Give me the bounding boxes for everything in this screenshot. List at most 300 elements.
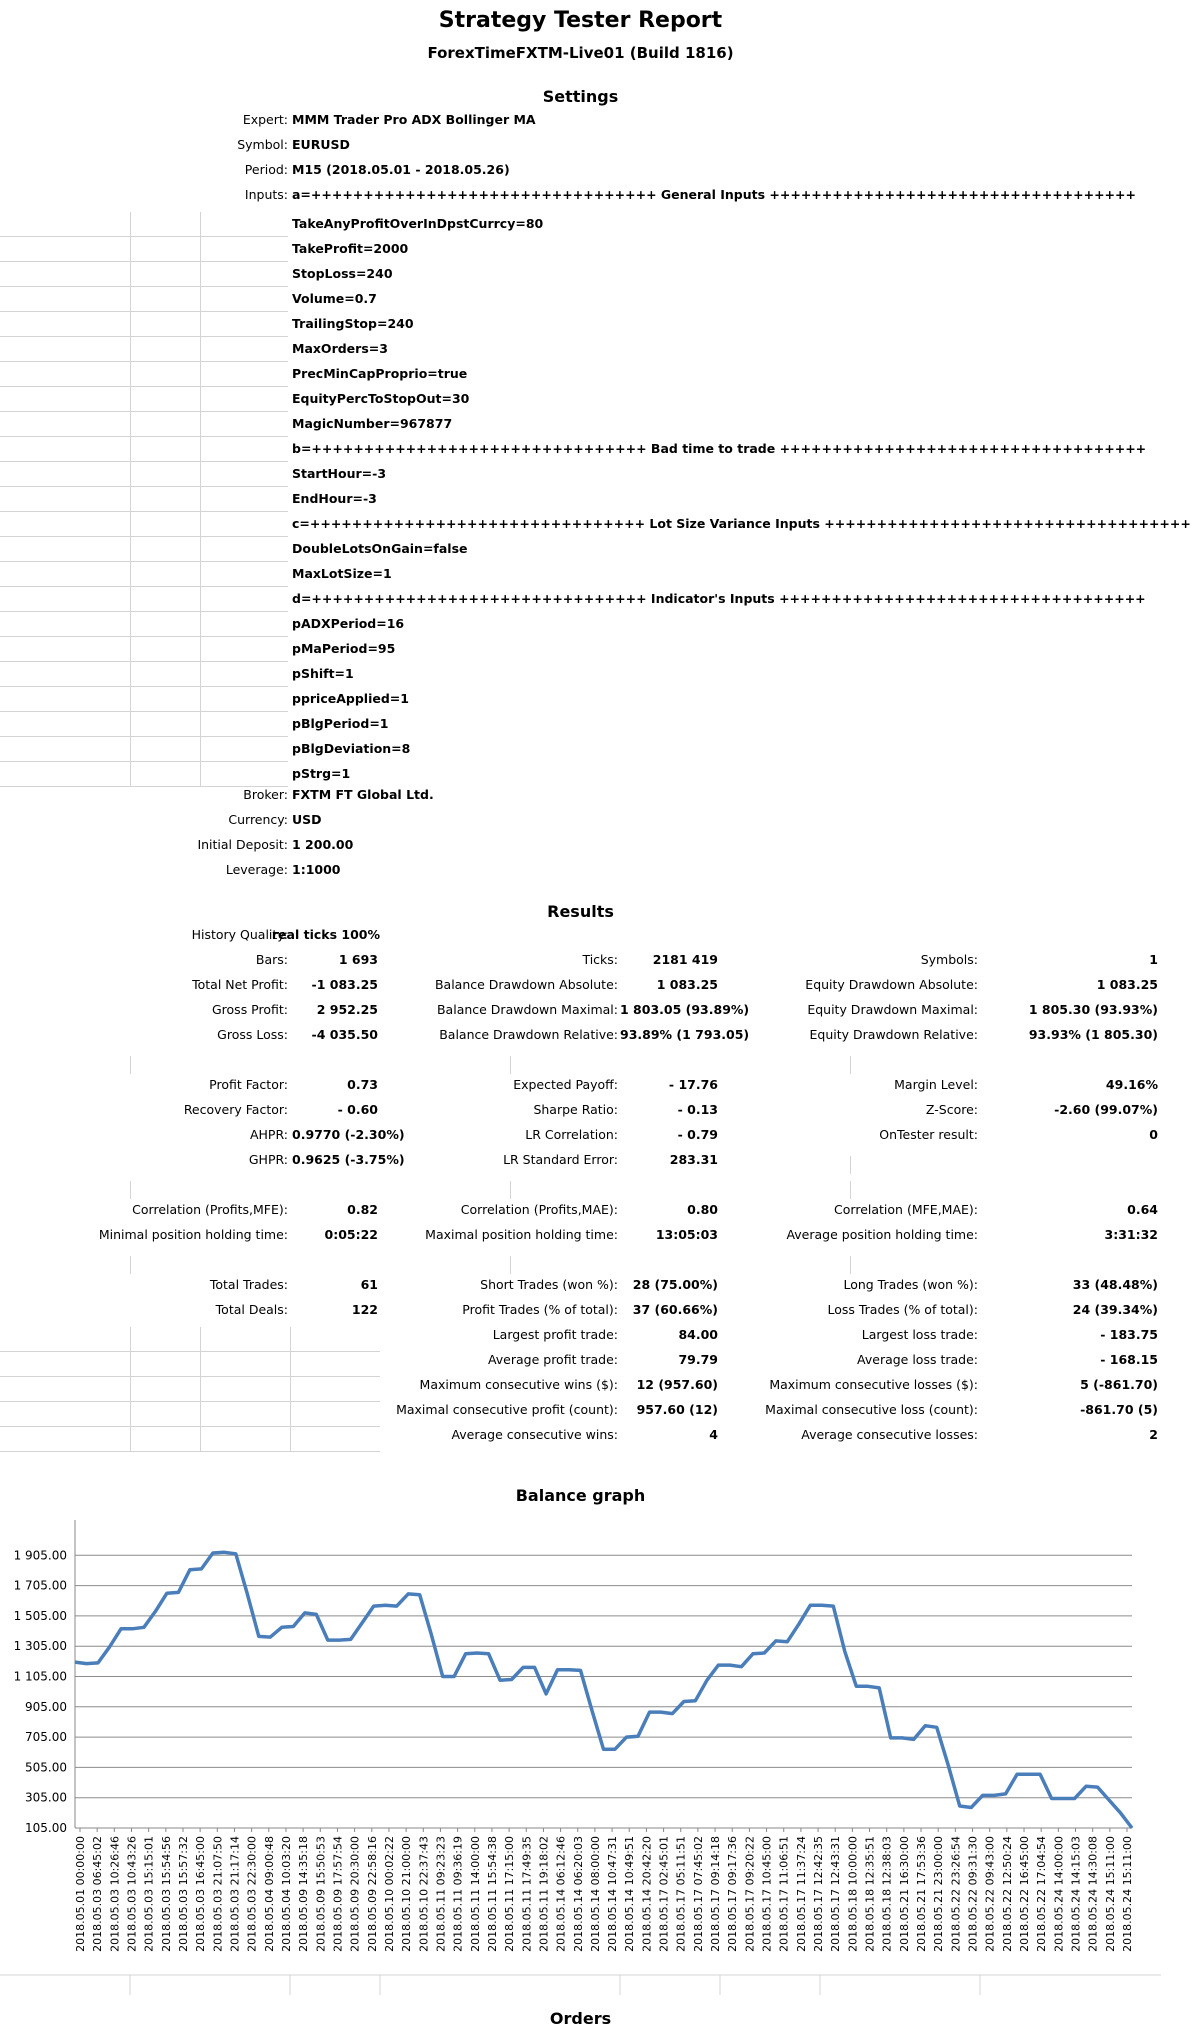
result-value: 3:31:32 [1104,1227,1158,1242]
grid-line [200,587,201,612]
result-label: Z-Score: [925,1102,978,1117]
result-value: 84.00 [678,1327,718,1342]
settings-value: 1 200.00 [292,837,354,852]
settings-heading: Settings [542,87,619,106]
x-tick-label: 2018.05.14 10:49:51 [623,1836,637,1952]
grid-line [0,736,288,737]
grid-line [130,662,131,687]
grid-line [130,537,131,562]
grid-line [200,212,201,237]
result-value: 0.64 [1127,1202,1158,1217]
x-tick-label: 2018.05.04 10:03:20 [279,1836,293,1952]
result-value: 0:05:22 [324,1227,378,1242]
input-parameter: pBlgDeviation=8 [292,741,411,756]
grid-line [130,1181,131,1199]
result-value: - 168.15 [1100,1352,1158,1367]
grid-line [0,511,288,512]
x-tick-label: 2018.05.14 08:00:00 [588,1836,602,1952]
settings-label: Initial Deposit: [197,837,288,852]
result-value: 957.60 (12) [636,1402,718,1417]
grid-line [850,1256,851,1274]
grid-line [130,587,131,612]
x-tick-label: 2018.05.03 15:15:01 [142,1836,156,1952]
result-value: 1 083.25 [1096,977,1158,992]
x-tick-label: 2018.05.17 12:43:31 [829,1836,843,1952]
history-quality-value: 100% real ticks [271,927,380,942]
grid-line [200,1402,201,1427]
report-subtitle: ForexTimeFXTM-Live01 (Build 1816) [427,44,734,62]
x-tick-label: 2018.05.11 17:15:00 [503,1836,517,1952]
input-parameter: pADXPeriod=16 [292,616,405,631]
result-value: 93.93% (1 805.30) [1028,1027,1158,1042]
grid-line [200,737,201,762]
grid-line [130,687,131,712]
y-tick-label: 1 705.00 [13,1578,67,1593]
input-parameter: StopLoss=240 [292,266,393,281]
x-tick-label: 2018.05.17 05:11:51 [674,1836,688,1952]
y-tick-label: 305.00 [25,1790,67,1805]
grid-line [200,662,201,687]
input-parameter: EquityPercToStopOut=30 [292,391,470,406]
grid-line [0,636,288,637]
result-label: Balance Drawdown Relative: [439,1027,618,1042]
grid-line [0,461,288,462]
settings-label: Broker: [243,787,288,802]
x-tick-label: 2018.05.21 16:30:00 [897,1836,911,1952]
input-parameter: b=++++++++++++++++++++++++++++++++ Bad time to trade +++++++++++++++++++++++++++++++++++ [292,441,1147,456]
result-label: Average loss trade: [857,1352,978,1367]
result-value: 5 (-861.70) [1080,1377,1158,1392]
grid-line [130,412,131,437]
grid-line [200,562,201,587]
result-label: Average profit trade: [487,1352,618,1367]
result-label: Recovery Factor: [183,1102,288,1117]
grid-line [0,486,288,487]
grid-line [0,311,288,312]
result-label: Gross Profit: [211,1002,288,1017]
x-tick-label: 2018.05.14 06:20:03 [571,1836,585,1952]
result-label: Balance Drawdown Absolute: [434,977,618,992]
balance-graph-heading: Balance graph [515,1486,646,1505]
grid-line [130,287,131,312]
result-label: LR Standard Error: [503,1152,618,1167]
y-tick-label: 705.00 [25,1730,67,1745]
grid-line [0,336,288,337]
result-label: Balance Drawdown Maximal: [436,1002,618,1017]
x-tick-label: 2018.05.22 23:26:54 [949,1836,963,1952]
result-value: 1 803.05 (93.89%) [620,1002,750,1017]
grid-line [0,586,288,587]
settings-value: USD [292,812,322,827]
input-parameter: c=++++++++++++++++++++++++++++++++ Lot Size Variance Inputs +++++++++++++++++++++++++++++++++++ [292,516,1191,531]
x-tick-label: 2018.05.10 22:37:43 [417,1836,431,1952]
x-tick-label: 2018.05.17 12:42:35 [812,1836,826,1952]
settings-value: M15 (2018.05.01 - 2018.05.26) [292,162,510,177]
x-tick-label: 2018.05.24 14:30:08 [1086,1836,1100,1952]
settings-value: a=+++++++++++++++++++++++++++++++++ General Inputs +++++++++++++++++++++++++++++++++++ [292,187,1136,202]
grid-line [200,462,201,487]
x-tick-label: 2018.05.22 17:04:54 [1035,1836,1049,1952]
grid-line [0,1401,380,1402]
input-parameter: MagicNumber=967877 [292,416,453,431]
result-label: Average position holding time: [786,1227,978,1242]
result-value: 1 693 [338,952,378,967]
result-label: Largest loss trade: [861,1327,978,1342]
settings-label: Inputs: [244,187,288,202]
x-tick-label: 2018.05.11 09:23:23 [434,1836,448,1952]
result-value: 2 952.25 [316,1002,378,1017]
result-value: -1 083.25 [311,977,378,992]
result-label: Equity Drawdown Relative: [809,1027,978,1042]
x-tick-label: 2018.05.18 12:38:03 [880,1836,894,1952]
result-label: AHPR: [249,1127,288,1142]
settings-value: 1:1000 [292,862,341,877]
grid-line [130,1056,131,1074]
grid-line [0,711,288,712]
input-parameter: DoubleLotsOnGain=false [292,541,468,556]
x-tick-label: 2018.05.14 06:12:46 [554,1836,568,1952]
result-label: LR Correlation: [525,1127,618,1142]
x-tick-label: 2018.05.17 09:14:18 [709,1836,723,1952]
grid-line [0,361,288,362]
input-parameter: MaxOrders=3 [292,341,388,356]
x-tick-label: 2018.05.03 22:30:00 [245,1836,259,1952]
x-tick-label: 2018.05.11 19:18:02 [537,1836,551,1952]
x-tick-label: 2018.05.03 06:45:02 [91,1836,105,1952]
input-parameter: pMaPeriod=95 [292,641,396,656]
grid-line [200,612,201,637]
result-label: Maximal consecutive profit (count): [396,1402,618,1417]
grid-line [200,637,201,662]
grid-line [200,262,201,287]
result-value: 0.9770 (-2.30%) [292,1127,405,1142]
settings-label: Currency: [228,812,288,827]
grid-line [130,237,131,262]
input-parameter: Volume=0.7 [292,291,377,306]
grid-line [130,437,131,462]
x-tick-label: 2018.05.17 10:45:00 [760,1836,774,1952]
result-label: Margin Level: [894,1077,978,1092]
grid-line [130,1327,131,1352]
result-label: Maximum consecutive losses ($): [769,1377,978,1392]
x-tick-label: 2018.05.17 11:37:24 [794,1836,808,1952]
result-value: 1 805.30 (93.93%) [1028,1002,1158,1017]
result-value: - 0.79 [677,1127,718,1142]
report-title: Strategy Tester Report [438,8,723,33]
settings-label: Leverage: [225,862,288,877]
grid-line [130,1352,131,1377]
grid-line [290,1402,291,1427]
result-value: 4 [709,1427,718,1442]
grid-line [200,412,201,437]
balance-chart [0,1515,1161,2025]
result-value: 0.80 [687,1202,718,1217]
result-label: Average consecutive losses: [801,1427,978,1442]
result-value: 0.82 [347,1202,378,1217]
grid-line [290,1352,291,1377]
y-tick-label: 1 905.00 [13,1548,67,1563]
results-heading: Results [547,902,614,921]
grid-line [200,512,201,537]
grid-line [850,1156,851,1174]
grid-line [510,1181,511,1199]
result-value: 61 [360,1277,378,1292]
x-tick-label: 2018.05.11 17:49:35 [520,1836,534,1952]
grid-line [130,1427,131,1452]
result-label: Gross Loss: [217,1027,288,1042]
result-label: Ticks: [582,952,618,967]
grid-line [200,537,201,562]
y-tick-label: 1 505.00 [13,1608,67,1623]
x-tick-label: 2018.05.22 09:31:30 [966,1836,980,1952]
grid-line [200,437,201,462]
x-tick-label: 2018.05.03 21:17:14 [228,1836,242,1952]
input-parameter: PrecMinCapProprio=true [292,366,468,381]
grid-line [850,1181,851,1199]
result-label: Largest profit trade: [492,1327,618,1342]
grid-line [130,462,131,487]
x-tick-label: 2018.05.03 10:43:26 [125,1836,139,1952]
grid-line [130,612,131,637]
result-value: 37 (60.66%) [632,1302,718,1317]
x-tick-label: 2018.05.24 15:11:00 [1103,1836,1117,1952]
result-value: 122 [351,1302,378,1317]
grid-line [130,1377,131,1402]
grid-line [130,387,131,412]
grid-line [200,487,201,512]
settings-label: Symbol: [237,137,288,152]
result-label: Correlation (MFE,MAE): [834,1202,978,1217]
grid-line [130,637,131,662]
grid-line [200,1377,201,1402]
result-value: - 183.75 [1100,1327,1158,1342]
result-label: Maximum consecutive wins ($): [419,1377,618,1392]
grid-line [130,712,131,737]
x-tick-label: 2018.05.11 14:00:00 [468,1836,482,1952]
result-label: Equity Drawdown Maximal: [807,1002,978,1017]
result-label: Maximal position holding time: [425,1227,618,1242]
result-value: 0.73 [347,1077,378,1092]
settings-value: EURUSD [292,137,350,152]
result-value: - 0.60 [337,1102,378,1117]
x-tick-label: 2018.05.09 22:58:16 [365,1836,379,1952]
grid-line [130,762,131,787]
result-label: Total Net Profit: [192,977,288,992]
y-tick-label: 905.00 [25,1699,67,1714]
grid-line [200,337,201,362]
grid-line [290,1427,291,1452]
grid-line [850,1056,851,1074]
result-value: -2.60 (99.07%) [1054,1102,1158,1117]
result-value: 0 [1149,1127,1158,1142]
y-tick-label: 1 305.00 [13,1639,67,1654]
grid-line [130,362,131,387]
result-label: Short Trades (won %): [480,1277,618,1292]
grid-line [200,687,201,712]
grid-line [200,237,201,262]
x-tick-label: 2018.05.21 23:00:00 [932,1836,946,1952]
input-parameter: TakeProfit=2000 [292,241,409,256]
result-label: OnTester result: [879,1127,978,1142]
grid-line [200,1327,201,1352]
result-label: Bars: [255,952,288,967]
grid-line [290,1327,291,1352]
x-tick-label: 2018.05.17 09:17:36 [726,1836,740,1952]
x-tick-label: 2018.05.09 17:57:54 [331,1836,345,1952]
result-value: -861.70 (5) [1080,1402,1158,1417]
grid-line [130,512,131,537]
x-tick-label: 2018.05.14 10:47:31 [606,1836,620,1952]
result-label: Profit Trades (% of total): [462,1302,618,1317]
x-tick-label: 2018.05.03 15:57:32 [176,1836,190,1952]
input-parameter: d=++++++++++++++++++++++++++++++++ Indicator's Inputs +++++++++++++++++++++++++++++++++++ [292,591,1146,606]
grid-line [0,261,288,262]
grid-line [130,1402,131,1427]
grid-line [510,1056,511,1074]
x-tick-label: 2018.05.21 17:53:36 [915,1836,929,1952]
input-parameter: TrailingStop=240 [292,316,414,331]
orders-heading: Orders [549,2009,612,2028]
result-value: 79.79 [678,1352,718,1367]
x-tick-label: 2018.05.10 00:02:22 [382,1836,396,1952]
x-tick-label: 2018.05.09 15:50:53 [314,1836,328,1952]
x-tick-label: 2018.05.14 20:42:20 [640,1836,654,1952]
result-label: Long Trades (won %): [843,1277,978,1292]
result-label: Total Deals: [215,1302,288,1317]
result-value: 0.9625 (-3.75%) [292,1152,405,1167]
settings-label: Expert: [242,112,288,127]
result-label: Total Trades: [209,1277,288,1292]
x-tick-label: 2018.05.24 14:00:00 [1052,1836,1066,1952]
input-parameter: EndHour=-3 [292,491,377,506]
settings-value: MMM Trader Pro ADX Bollinger MA [292,112,536,127]
grid-line [0,1426,380,1427]
result-label: Maximal consecutive loss (count): [765,1402,978,1417]
input-parameter: pBlgPeriod=1 [292,716,389,731]
input-parameter: StartHour=-3 [292,466,387,481]
settings-value: FXTM FT Global Ltd. [292,787,434,802]
x-tick-label: 2018.05.04 09:00:48 [262,1836,276,1952]
grid-line [130,1256,131,1274]
result-value: 49.16% [1105,1077,1158,1092]
result-label: Equity Drawdown Absolute: [805,977,978,992]
input-parameter: MaxLotSize=1 [292,566,392,581]
result-label: GHPR: [248,1152,288,1167]
grid-line [130,487,131,512]
grid-line [200,1352,201,1377]
grid-line [0,1451,380,1452]
result-value: - 0.13 [677,1102,718,1117]
input-parameter: pStrg=1 [292,766,351,781]
x-tick-label: 2018.05.10 21:00:00 [400,1836,414,1952]
result-label: Expected Payoff: [513,1077,618,1092]
grid-line [0,1351,380,1352]
x-tick-label: 2018.05.22 09:43:00 [983,1836,997,1952]
grid-line [0,611,288,612]
balance-series-line [75,1552,1132,1828]
x-tick-label: 2018.05.09 14:35:18 [297,1836,311,1952]
input-parameter: TakeAnyProfitOverInDpstCurrcy=80 [292,216,544,231]
x-tick-label: 2018.05.17 02:45:01 [657,1836,671,1952]
x-tick-label: 2018.05.01 00:00:00 [74,1836,87,1952]
result-label: Correlation (Profits,MFE): [132,1202,288,1217]
grid-line [200,712,201,737]
result-value: 33 (48.48%) [1072,1277,1158,1292]
x-tick-label: 2018.05.17 07:45:02 [691,1836,705,1952]
grid-line [0,536,288,537]
result-label: Average consecutive wins: [451,1427,618,1442]
grid-line [510,1256,511,1274]
grid-line [0,686,288,687]
grid-line [0,411,288,412]
result-value: 1 [1149,952,1158,967]
grid-line [0,661,288,662]
result-value: 283.31 [669,1152,718,1167]
settings-label: Period: [244,162,288,177]
result-label: Sharpe Ratio: [533,1102,618,1117]
x-tick-label: 2018.05.24 15:11:00 [1121,1836,1134,1952]
x-tick-label: 2018.05.22 16:45:00 [1018,1836,1032,1952]
result-value: -4 035.50 [311,1027,378,1042]
result-value: 2181 419 [652,952,718,967]
x-tick-label: 2018.05.11 15:54:38 [485,1836,499,1952]
x-tick-label: 2018.05.22 12:50:24 [1000,1836,1014,1952]
x-tick-label: 2018.05.03 16:45:00 [194,1836,208,1952]
result-value: 13:05:03 [655,1227,718,1242]
result-value: 12 (957.60) [636,1377,718,1392]
grid-line [0,1376,380,1377]
result-value: 93.89% (1 793.05) [620,1027,750,1042]
result-label: Correlation (Profits,MAE): [460,1202,618,1217]
x-tick-label: 2018.05.17 11:06:51 [777,1836,791,1952]
grid-line [130,312,131,337]
y-tick-label: 1 105.00 [13,1669,67,1684]
grid-line [130,262,131,287]
grid-line [200,312,201,337]
result-label: Minimal position holding time: [98,1227,288,1242]
x-tick-label: 2018.05.03 10:26:46 [108,1836,122,1952]
history-quality-label: History Quality: [191,927,288,942]
x-tick-label: 2018.05.11 09:36:19 [451,1836,465,1952]
y-tick-label: 105.00 [25,1821,67,1835]
x-tick-label: 2018.05.18 12:35:51 [863,1836,877,1952]
grid-line [0,436,288,437]
result-value: 2 [1149,1427,1158,1442]
y-tick-label: 505.00 [25,1760,67,1775]
grid-line [290,1377,291,1402]
x-tick-label: 2018.05.03 21:07:50 [211,1836,225,1952]
grid-line [200,287,201,312]
result-label: Loss Trades (% of total): [827,1302,978,1317]
grid-line [130,562,131,587]
input-parameter: pShift=1 [292,666,354,681]
grid-line [0,236,288,237]
input-parameter: ppriceApplied=1 [292,691,409,706]
grid-line [200,362,201,387]
grid-line [0,286,288,287]
x-tick-label: 2018.05.17 09:20:22 [743,1836,757,1952]
grid-line [200,1427,201,1452]
grid-line [130,737,131,762]
x-tick-label: 2018.05.09 20:30:00 [348,1836,362,1952]
result-value: 28 (75.00%) [632,1277,718,1292]
result-label: Symbols: [920,952,978,967]
grid-line [0,386,288,387]
grid-line [200,387,201,412]
x-tick-label: 2018.05.24 14:15:03 [1069,1836,1083,1952]
result-value: 24 (39.34%) [1072,1302,1158,1317]
grid-line [200,762,201,787]
